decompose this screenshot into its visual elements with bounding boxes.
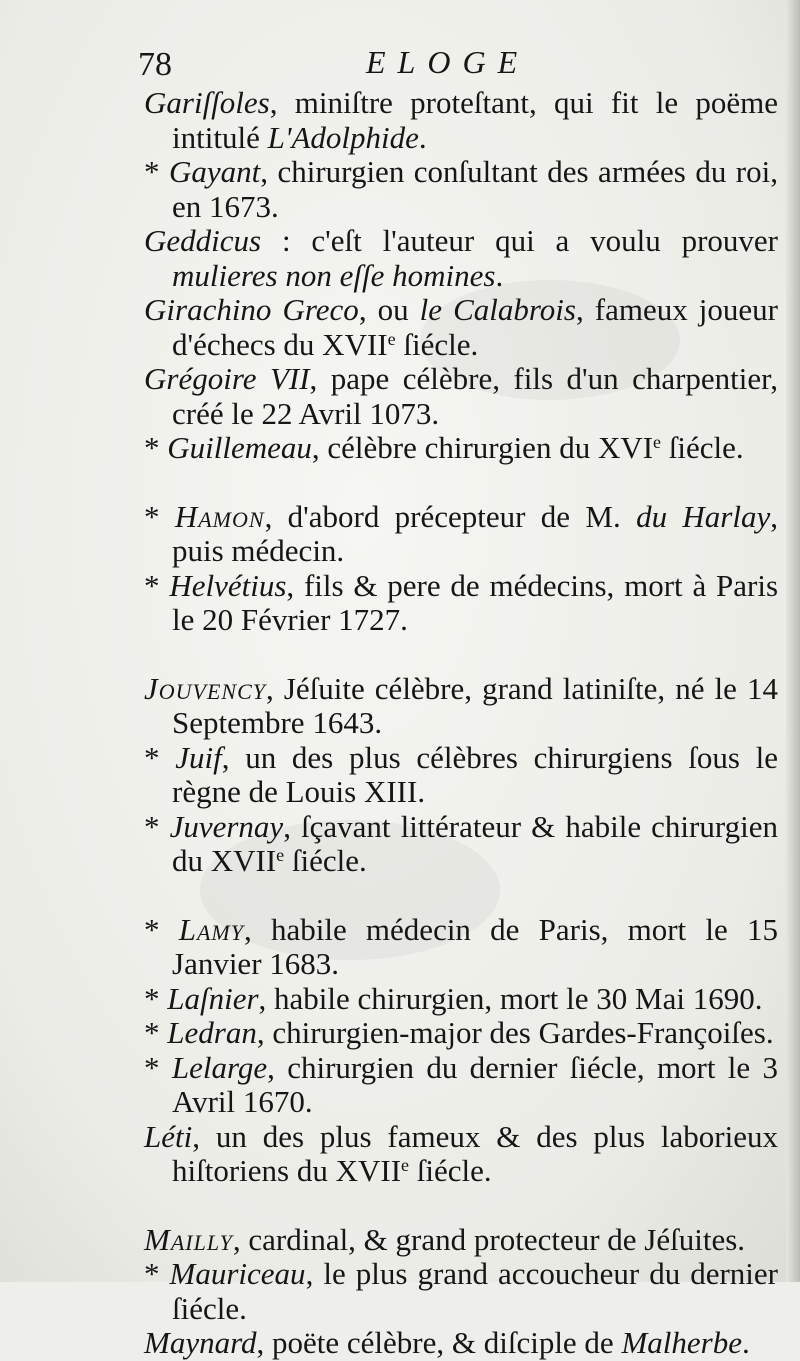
entry-name: Guillemeau bbox=[167, 430, 312, 465]
entry-name: Girachino Greco bbox=[144, 292, 359, 327]
entry-text: , ou bbox=[358, 292, 420, 327]
dictionary-entry bbox=[144, 154, 778, 224]
entry-text: : c'eſt l'auteur qui a voulu prouver bbox=[261, 223, 778, 258]
asterisk-marker: * bbox=[144, 739, 176, 775]
superscript: e bbox=[276, 845, 285, 866]
dictionary-entry bbox=[144, 361, 778, 431]
entry-name: Juvernay bbox=[169, 808, 284, 844]
dictionary-entry bbox=[144, 911, 778, 982]
asterisk-marker: * bbox=[144, 430, 168, 465]
entry-text: , célèbre chirurgien du XVI bbox=[311, 430, 654, 465]
entry-name: Geddicus bbox=[144, 223, 262, 258]
section-break bbox=[0, 1189, 800, 1223]
entry-name: Lamy bbox=[178, 911, 244, 947]
dictionary-entry bbox=[144, 1118, 778, 1189]
entry-text: , fameux joueur d'échecs du XVII bbox=[172, 292, 778, 362]
entry-name: Gayant bbox=[168, 154, 261, 189]
entry-name: Jouvency bbox=[144, 670, 266, 706]
entry-name: Mauriceau bbox=[169, 1256, 306, 1291]
entry-text: , poëte célèbre, & diſciple de bbox=[256, 1325, 622, 1360]
superscript: e bbox=[387, 328, 396, 349]
dictionary-entry bbox=[144, 430, 778, 466]
entry-name: Gariſſoles bbox=[144, 85, 270, 120]
dictionary-entry bbox=[144, 292, 778, 362]
asterisk-marker: * bbox=[144, 808, 170, 844]
dictionary-entry bbox=[144, 1325, 778, 1361]
entry-text: , puis médecin. bbox=[172, 498, 778, 568]
entry-text-end: ſiécle. bbox=[409, 1153, 492, 1188]
asterisk-marker: * bbox=[144, 567, 170, 603]
asterisk-marker: * bbox=[144, 1256, 170, 1291]
entry-italic-text: L'Adolphide bbox=[267, 119, 419, 155]
entry-text-end: . bbox=[741, 1325, 750, 1360]
asterisk-marker: * bbox=[144, 911, 179, 947]
running-title: ELOGE bbox=[366, 44, 530, 80]
entry-text: , miniſtre proteſtant, qui fit le poëme intitulé bbox=[172, 85, 778, 155]
section-break bbox=[0, 466, 800, 500]
entry-text: , chirurgien-major des Gardes-Françoiſes. bbox=[256, 1015, 774, 1050]
entry-text: , le plus grand accoucheur du dernier ſiécle. bbox=[172, 1256, 779, 1326]
asterisk-marker: * bbox=[144, 980, 168, 1016]
entry-text: , d'abord précepteur de M. bbox=[264, 498, 637, 534]
dictionary-entry bbox=[144, 85, 778, 155]
entry-name: Léti bbox=[144, 1118, 193, 1154]
entry-text-end: ſiécle. bbox=[661, 430, 744, 465]
dictionary-entry bbox=[144, 808, 778, 879]
entry-text: , pape célèbre, fils d'un charpentier, créé le 22 Avril 1073. bbox=[172, 361, 778, 431]
entry-name: Hamon bbox=[174, 498, 265, 534]
entry-text-end: ſiécle. bbox=[284, 843, 367, 878]
entry-name: Laſnier bbox=[167, 980, 259, 1016]
entry-italic-text: Malherbe bbox=[621, 1325, 742, 1360]
dictionary-entry bbox=[144, 567, 779, 638]
entry-text: , un des plus célèbres chirurgiens ſous le règne de Louis XIII. bbox=[172, 739, 779, 809]
dictionary-entry bbox=[144, 498, 778, 569]
entry-text: , chirurgien conſultant des armées du roi, en 1673. bbox=[172, 154, 778, 224]
entry-italic-text: du Harlay bbox=[636, 498, 771, 534]
entry-name: Ledran bbox=[167, 1015, 257, 1050]
entry-text: , Jéſuite célèbre, grand latiniſte, né le 14 Septembre 1643. bbox=[172, 670, 778, 740]
dictionary-entry bbox=[144, 1015, 778, 1051]
dictionary-entry bbox=[144, 980, 778, 1017]
entry-name: Lelarge bbox=[171, 1049, 268, 1085]
superscript: e bbox=[401, 1155, 410, 1176]
entry-list bbox=[0, 86, 800, 1361]
asterisk-marker: * bbox=[144, 154, 169, 189]
entry-text-end: ſiécle. bbox=[395, 326, 479, 362]
entry-name: Grégoire VII bbox=[144, 361, 310, 396]
entry-name: Helvétius bbox=[169, 567, 287, 603]
dictionary-entry bbox=[144, 1221, 778, 1258]
superscript: e bbox=[653, 432, 662, 453]
dictionary-entry bbox=[144, 739, 779, 810]
entry-text: , ſçavant littérateur & habile chirurgien du XVII bbox=[172, 808, 778, 878]
dictionary-entry bbox=[144, 670, 778, 741]
entry-text: , fils & pere de médecins, mort à Paris le 20 Février 1727. bbox=[172, 567, 779, 637]
page-number: 78 bbox=[138, 46, 172, 83]
entry-italic-text: le Calabrois bbox=[419, 292, 576, 327]
asterisk-marker: * bbox=[144, 1049, 172, 1085]
dictionary-entry bbox=[144, 1049, 778, 1120]
entry-name: Juif bbox=[175, 739, 222, 775]
section-break bbox=[0, 638, 800, 672]
section-break bbox=[0, 879, 800, 913]
entry-text-end: . bbox=[495, 257, 504, 293]
page-header bbox=[0, 40, 800, 90]
entry-text: , chirurgien du dernier ſiécle, mort le 3 Avril 1670. bbox=[172, 1049, 778, 1119]
entry-text: , cardinal, & grand protecteur de Jéſuites. bbox=[232, 1221, 746, 1257]
asterisk-marker: * bbox=[144, 1015, 168, 1050]
dictionary-entry bbox=[144, 1256, 779, 1326]
entry-name: Mailly bbox=[144, 1221, 233, 1257]
entry-text-end: . bbox=[418, 119, 427, 155]
entry-italic-text: mulieres non eſſe homines bbox=[172, 257, 496, 293]
asterisk-marker: * bbox=[144, 498, 175, 534]
entry-text: , habile chirurgien, mort le 30 Mai 1690. bbox=[258, 980, 763, 1016]
dictionary-entry bbox=[144, 223, 778, 293]
entry-text: , un des plus fameux & des plus laborieux hiſtoriens du XVII bbox=[172, 1118, 778, 1188]
entry-name: Maynard bbox=[144, 1325, 257, 1360]
entry-text: , habile médecin de Paris, mort le 15 Janvier 1683. bbox=[172, 911, 778, 981]
